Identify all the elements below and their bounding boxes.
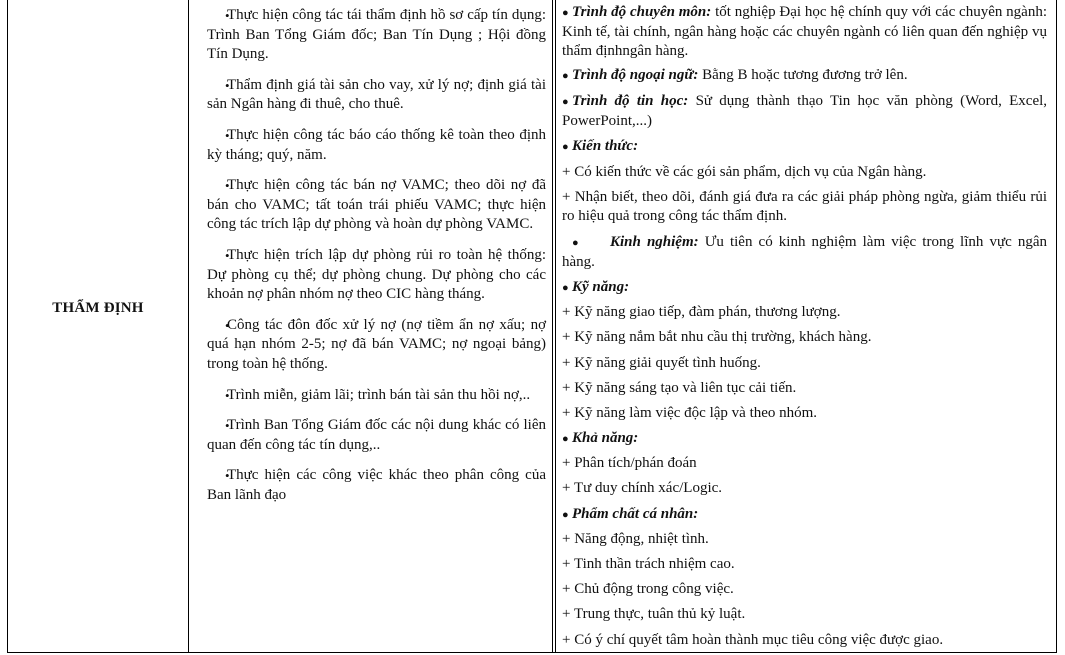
task-item: • Trình miễn, giảm lãi; trình bán tài sản thu hồi nợ,.. [207,386,546,406]
list-item: + Kỹ năng sáng tạo và liên tục cải tiến. [562,380,797,396]
list-item: + Nhận biết, theo dõi, đánh giá đưa ra các giải pháp phòng ngừa, giảm thiểu rủi ro hiệu quả trong công tác thẩm định. [562,189,1047,225]
list-item: + Kỹ năng giải quyết tình huống. [562,355,761,371]
list-item: + Phân tích/phán đoán [562,455,697,471]
list-item: + Kỹ năng nắm bắt nhu cầu thị trường, khách hàng. [562,329,872,345]
list-item: + Tinh thần trách nhiệm cao. [562,556,735,572]
list-item: + Có ý chí quyết tâm hoàn thành mục tiêu công việc được giao. [562,632,944,648]
list-item: + Kỹ năng giao tiếp, đàm phán, thương lượng. [562,304,841,320]
list-item: + Tư duy chính xác/Logic. [562,480,723,496]
task-item: • Thực hiện công tác bán nợ VAMC; theo dõi nợ đã bán cho VAMC; tất toán trái phiếu VAMC; thực hiện công tác trích lập dự phòng và hoàn dự phòng VAMC. [207,176,546,235]
requirement-ky-nang-label: ● Kỹ năng: [562,278,1047,299]
task-item: • Thực hiện trích lập dự phòng rủi ro toàn hệ thống: Dự phòng cụ thể; dự phòng chung. Dự phòng cho các khoản nợ phân nhóm nợ theo CIC hàng tháng. [207,246,546,305]
task-item: • Trình Ban Tổng Giám đốc các nội dung khác có liên quan đến công tác tín dụng,.. [207,416,546,455]
task-item: • Công tác đôn đốc xử lý nợ (nợ tiềm ẩn nợ xấu; nợ quá hạn nhóm 2-5; nợ đã bán VAMC; nợ ngoại bảng) trong toàn hệ thống. [207,316,546,375]
requirement-kinh-nghiem: ● Kinh nghiệm: Ưu tiên có kinh nghiệm làm việc trong lĩnh vực ngân hàng. [562,234,1047,271]
department-name: THẨM ĐỊNH [52,300,144,316]
task-item: • Thực hiện công tác tái thẩm định hồ sơ cấp tín dụng: Trình Ban Tổng Giám đốc; Ban Tín Dụng ; Hội đồng Tín Dụng. [207,6,546,65]
requirement-pham-chat-label: ● Phẩm chất cá nhân: [562,505,1047,526]
task-item: • Thẩm định giá tài sản cho vay, xử lý nợ; định giá tài sản Ngân hàng đi thuê, cho thuê. [207,76,546,115]
list-item: + Chủ động trong công việc. [562,581,734,597]
requirement-tin-hoc: ● Trình độ tin học: Sử dụng thành thạo Tin học văn phòng (Word, Excel, PowerPoint,...) [562,93,1048,130]
requirement-chuyen-mon: ● Trình độ chuyên môn: tốt nghiệp Đại học hệ chính quy với các chuyên ngành: Kinh tế, tài chính, ngân hàng hoặc các chuyên ngành có liên quan đến nghiệp vụ thẩm địnhngân hàng. [562,4,1048,60]
bullet-icon: ● [562,509,569,521]
list-item: + Kỹ năng làm việc độc lập và theo nhóm. [562,405,818,421]
task-item: • Thực hiện công tác báo cáo thống kê toàn theo định kỳ tháng; quý, năm. [207,126,546,165]
column-divider [188,0,189,653]
requirement-kha-nang-label: ● Khả năng: [562,429,1047,450]
bullet-icon: ● [572,237,579,249]
bullet-icon: ● [562,70,569,82]
bullet-icon: ● [562,141,569,153]
list-item: + Có kiến thức về các gói sản phẩm, dịch vụ của Ngân hàng. [562,164,927,180]
requirement-ngoai-ngu: ● Trình độ ngoại ngữ: Bằng B hoặc tương đương trở lên. [562,66,1047,87]
bullet-icon: ● [562,433,569,445]
bullet-icon: ● [562,7,569,19]
requirement-kien-thuc-label: ● Kiến thức: [562,137,1047,158]
bullet-icon: ● [562,96,569,108]
task-item: • Thực hiện các công việc khác theo phân công của Ban lãnh đạo [207,466,546,505]
list-item: + Trung thực, tuân thủ kỷ luật. [562,606,746,622]
column-divider [555,0,556,653]
task-list [207,6,546,505]
list-item: + Năng động, nhiệt tình. [562,531,709,547]
column-divider [552,0,553,653]
bullet-icon: ● [562,282,569,294]
